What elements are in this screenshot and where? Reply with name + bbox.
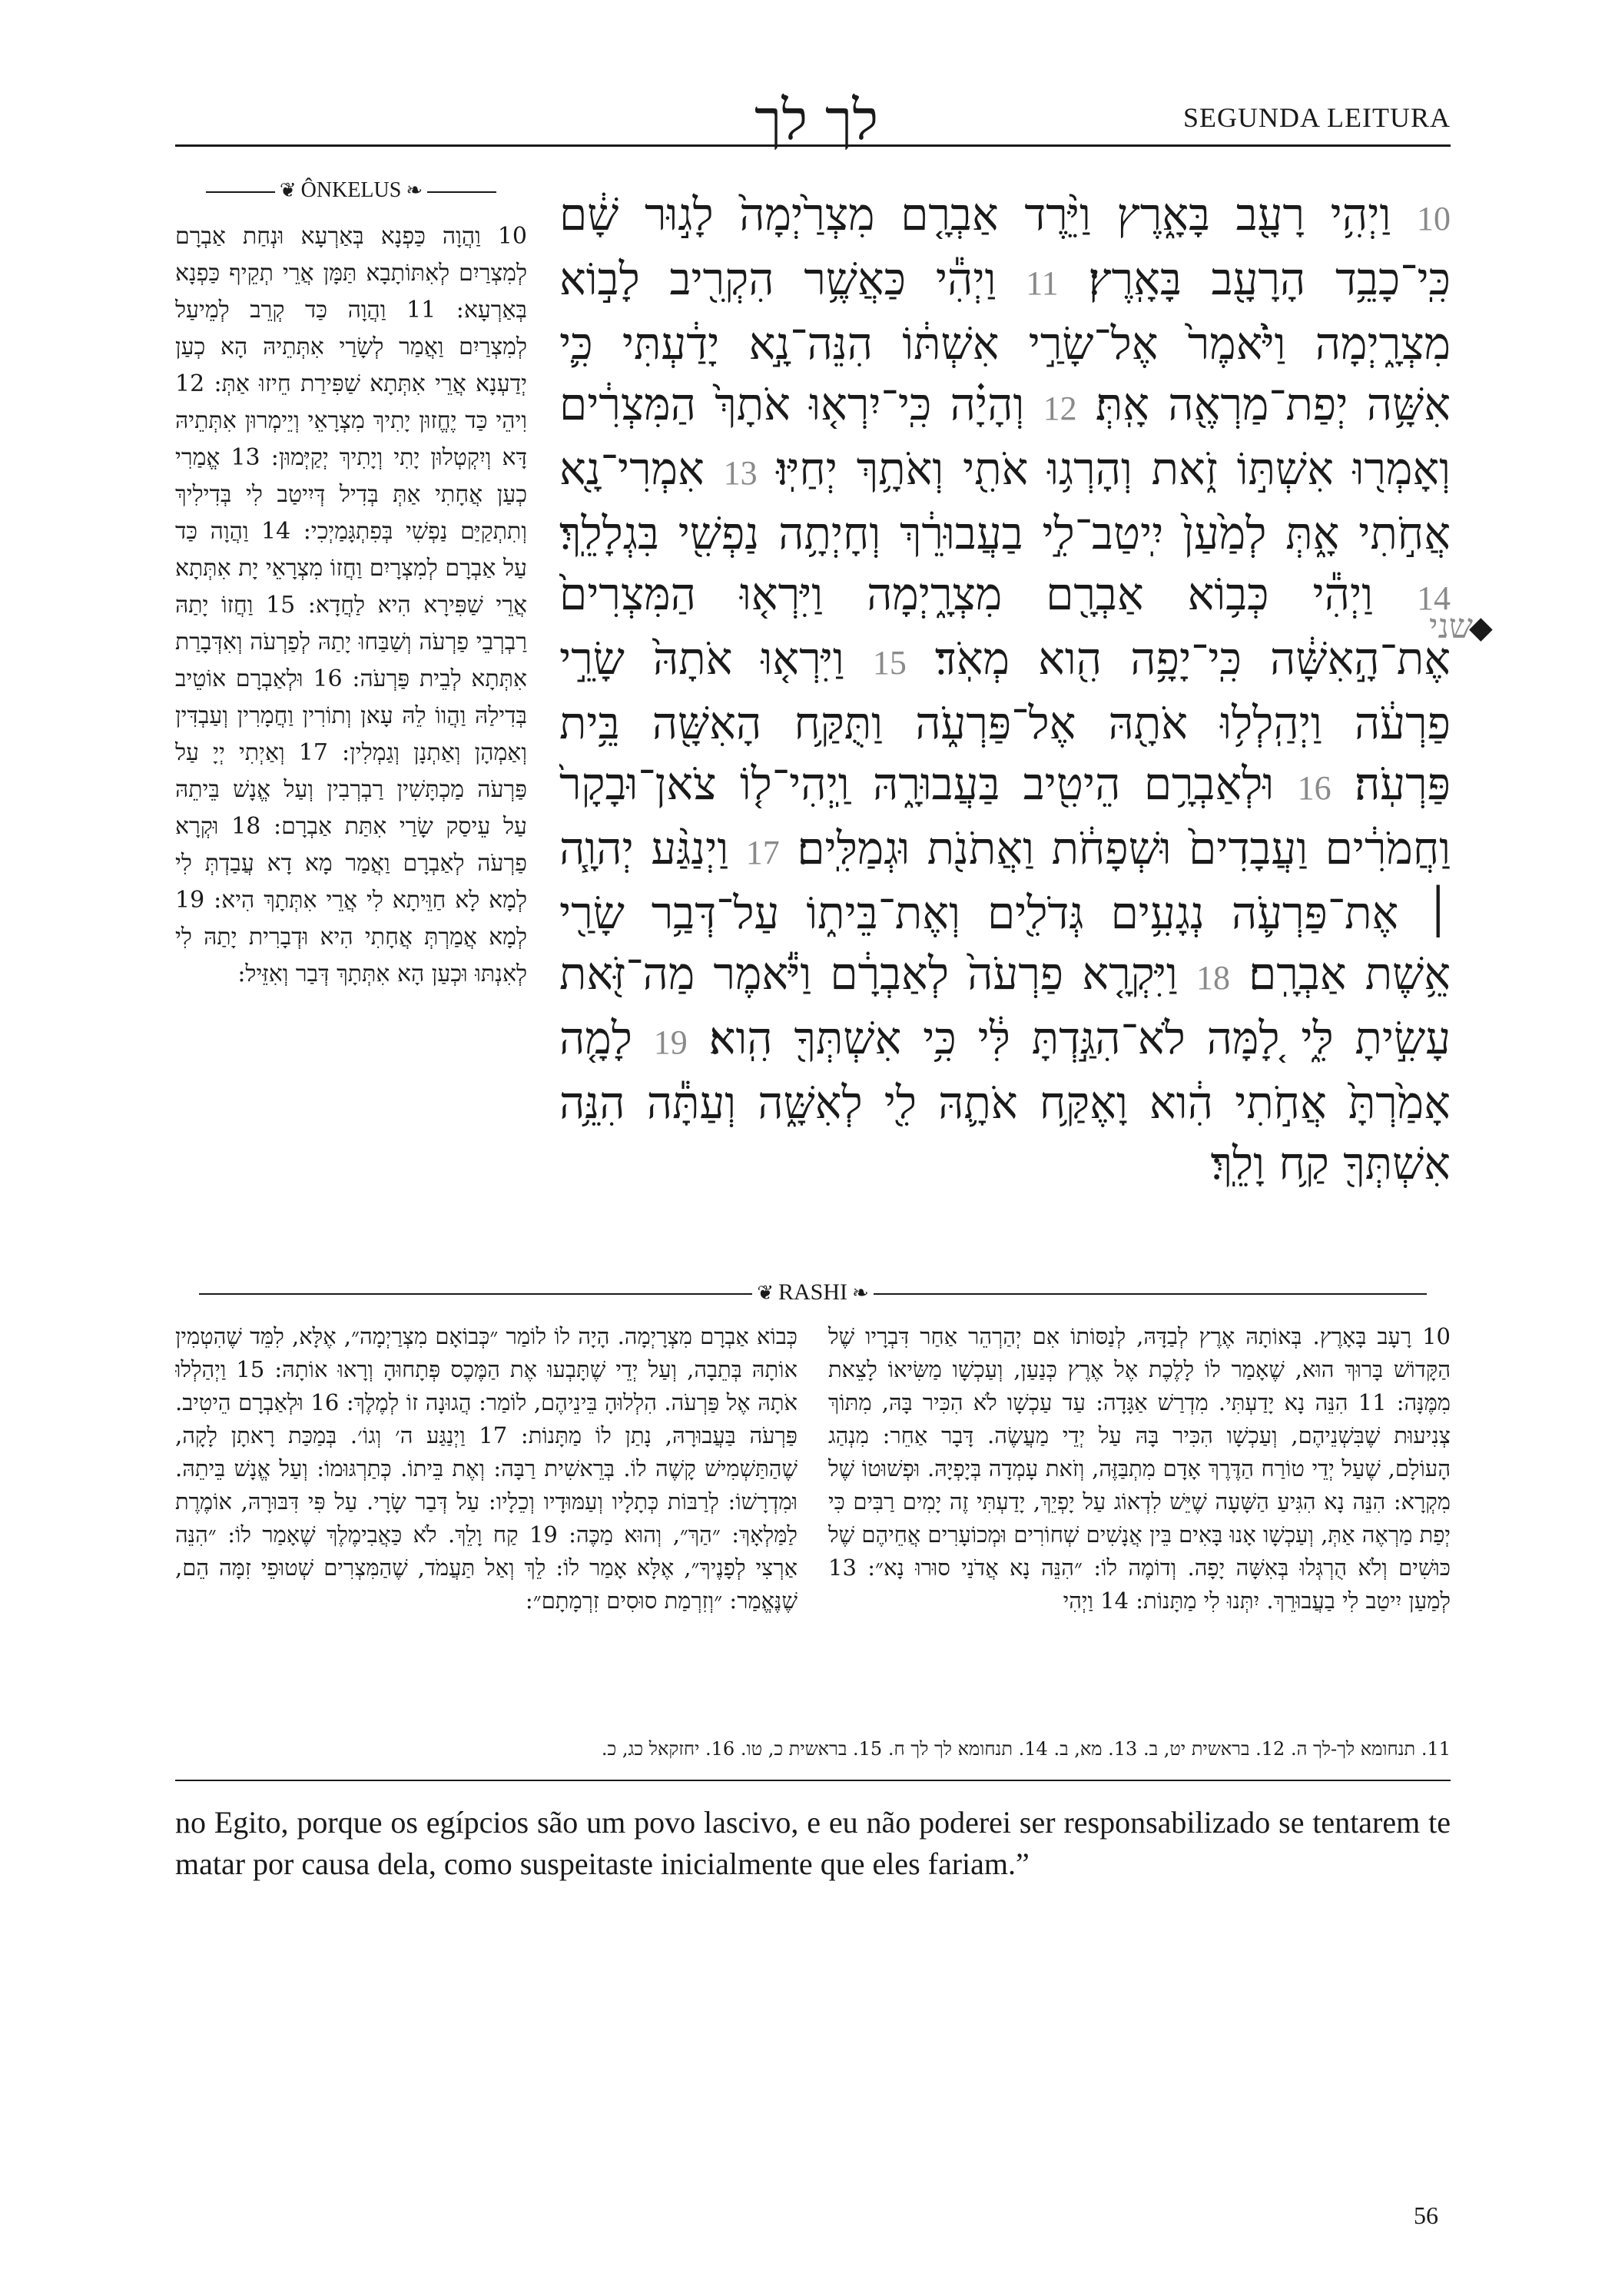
verse-number: 16 bbox=[1297, 769, 1331, 807]
divider bbox=[874, 1293, 1427, 1295]
page-header bbox=[175, 88, 1451, 152]
verse-text: לָמָ֤ה אָמַ֙רְתָּ֙ אֲחֹ֣תִי הִ֔וא וָאֶקַּ֥ח אֹתָ֛הּ לִ֖י לְאִשָּׁ֑ה וְעַתָּ֕ה הִנֵּ֥ה אִשְׁתְּךָ֖ קַ֥ח וָלֵֽךְ׃ bbox=[559, 1012, 1451, 1189]
verse-number: 17 bbox=[745, 834, 780, 871]
verse-text: וַיִּקְרָ֤א פַרְעֹה֙ לְאַבְרָ֔ם וַיֹּ֕אמֶר מַה־זֹּ֖את עָשִׂ֣יתָ לִּ֑י לָ֚מָּה לֹא־הִגַּ֣דְתָּ לִּ֔י כִּ֥י אִשְׁתְּךָ֖ הִֽוא׃ bbox=[559, 947, 1451, 1064]
verse-text: וַיְהִ֕י כַּאֲשֶׁ֥ר הִקְרִ֖יב לָב֣וֹא מִצְרָ֑יְמָה וַיֹּ֙אמֶר֙ אֶל־שָׂרַ֣י אִשְׁתּ֔וֹ הִנֵּה־נָ֣א יָדַ֔עְתִּי כִּ֛י אִשָּׁ֥ה יְפַת־מַרְאֶ֖ה אָֽתְּ׃ bbox=[559, 253, 1451, 430]
ornament-icon: ❧ bbox=[406, 179, 423, 201]
diamond-marker-icon: ◆ bbox=[1469, 610, 1493, 645]
verse-number: 15 bbox=[872, 644, 907, 682]
verse-text: וְהָיָ֗ה כִּֽי־יִרְא֤וּ אֹתָךְ֙ הַמִּצְרִ֔ים וְאָמְר֖וּ אִשְׁתּ֣וֹ זֹ֑את וְהָרְג֥וּ אֹתִ֖י וְאֹתָ֥ךְ יְחַיּֽוּ׃ bbox=[559, 378, 1451, 495]
verse-number: 18 bbox=[1195, 959, 1230, 997]
portuguese-paragraph: no Egito, porque os egípcios são um povo lascivo, e eu não poderei ser responsabilizado se tentarem te matar por causa dela, como suspeitaste inicialmente que eles fariam.” bbox=[175, 1805, 1451, 1881]
torah-text bbox=[559, 184, 1451, 1283]
divider bbox=[175, 1780, 1451, 1781]
rashi-title: RASHI bbox=[778, 1279, 847, 1305]
verse-number: 10 bbox=[1417, 200, 1451, 237]
aliyah-label: שני bbox=[1429, 607, 1473, 646]
divider bbox=[206, 191, 275, 193]
rashi-heading bbox=[175, 1279, 1451, 1306]
ornament-icon: ❧ bbox=[852, 1282, 869, 1304]
rashi-column-left: כְּבוֹא אַבְרָם מִצְרָיְמָה. הָיָה לוֹ לוֹמַר ״כְּבוֹאָם מִצְרַיְמָה״, אֶלָּא, לִמֵּד שֶׁהִטְמִין אוֹתָהּ בְּתֵבָה, וְעַל יְדֵי שֶׁתָּבְעוּ אֶת הַמֶּכֶס פְּתָחוּהָ וְרָאוּ אוֹתָהּ: 15 וַיְהַלְלוּ אֹתָהּ אֶל פַּרְעֹה. הִלְלוּהָ בֵּינֵיהֶם, לוֹמַר: הֲגוּנָה זוֹ לְמֶלֶךְ: 16 וּלְאַבְרָם הֵיטִיב. פַּרְעֹה בַּעֲבוּרָהּ, נָתַן לוֹ מַתָּנוֹת: 17 וַיְנַגַּע ה׳ וְגוֹ׳. בְּמַכַּת רָאתָן לָקָה, שֶׁהַתַּשְׁמִישׁ קָשֶׁה לוֹ. בְּרֵאשִׁית רַבָּה: וְאֶת בֵּיתוֹ. כְּתַרְגּוּמוֹ: וְעַל אֱנָשׁ בֵּיתֵהּ. וּמִדְרָשׁוֹ: לְרַבּוֹת כְּתָלָיו וְעַמּוּדָיו וְכֵלָיו: עַל דְּבַר שָׂרָי. עַל פִּי דִּבּוּרָהּ, אוֹמֶרֶת לַמַּלְאָךְ: ״הַךְ״, וְהוּא מַכֶּה: 19 קַח וָלֵךְ. לֹא כַּאֲבִימֶלֶךְ שֶׁאָמַר לוֹ: ״הִנֵּה אַרְצִי לְפָנֶיךָ״, אֶלָּא אָמַר לוֹ: לֵךְ וְאַל תַּעֲמֹד, שֶׁהַמִּצְרִים שְׁטוּפֵי זִמָּה הֵם, שֶׁנֶּאֱמַר: ״וְזִרְמַת סוּסִים זִרְמָתָם״: bbox=[175, 1323, 798, 1614]
divider bbox=[427, 191, 496, 193]
verse-number: 14 bbox=[1417, 579, 1451, 617]
onkelos-title: ÔNKELUS bbox=[300, 178, 402, 202]
source-references: 11. תנחומא לך-לך ה. 12. בראשית יט, ב. 13. מא, ב. 14. תנחומא לך לך ח. 15. בראשית כ, טו. 16. יחזקאל כג, כ. bbox=[601, 1738, 1451, 1760]
verse-text: וַיְהִ֕י כְּב֥וֹא אַבְרָ֖ם מִצְרָ֑יְמָה וַיִּרְא֤וּ הַמִּצְרִים֙ אֶת־הָ֣אִשָּׁ֔ה כִּֽי־יָפָ֥ה הִ֖וא מְאֹֽד׃ bbox=[559, 568, 1451, 685]
verse-text: אִמְרִי־נָ֖א אֲחֹ֣תִי אָ֑תְּ לְמַ֙עַן֙ יִֽיטַב־לִ֣י בַעֲבוּרֵ֔ךְ וְחָיְתָ֥ה נַפְשִׁ֖י בִּגְלָלֵֽךְ׃ bbox=[559, 443, 1451, 559]
verse-number: 13 bbox=[723, 454, 758, 492]
section-title: SEGUNDA LEITURA bbox=[1183, 102, 1451, 133]
ornament-icon: ❦ bbox=[757, 1282, 774, 1304]
onkelos-heading bbox=[175, 178, 527, 203]
parasha-title: לך לך bbox=[754, 88, 878, 152]
verse-text: וַיְנַגַּ֨ע יְהוָ֧ה ׀ אֶת־פַּרְעֹ֛ה נְגָעִ֥ים גְּדֹלִ֖ים וְאֶת־בֵּית֑וֹ עַל־דְּבַ֥ר שָׂרַ֖י אֵ֥שֶׁת אַבְרָֽם׃ bbox=[559, 822, 1451, 1000]
rashi-column-right: 10 רָעָב בָּאָרֶץ. בְּאוֹתָהּ אֶרֶץ לְבַדָּהּ, לְנַסּוֹתוֹ אִם יְהַרְהֵר אַחַר דִּבְרָיו שֶׁל הַקָּדוֹשׁ בָּרוּךְ הוּא, שֶׁאָמַר לוֹ לָלֶכֶת אֶל אֶרֶץ כְּנַעַן, וְעַכְשָׁו מַשִּׂיאוֹ לָצֵאת מִמֶּנָּה: 11 הִנֵּה נָא יָדַעְתִּי. מִדְרַשׁ אַגָּדָה: עַד עַכְשָׁו לֹא הִכִּיר בָּהּ, מִתּוֹךְ צְנִיעוּת שֶׁבִּשְׁנֵיהֶם, וְעַכְשָׁו הִכִּיר בָּהּ עַל יְדֵי מַעֲשֶׂה. דָּבָר אַחֵר: מִנְהַג הָעוֹלָם, שֶׁעַל יְדֵי טוֹרַח הַדֶּרֶךְ אָדָם מִתְבַּזֶּה, וְזֹאת עָמְדָה בְּיָפְיָהּ. וּפְשׁוּטוֹ שֶׁל מִקְרָא: הִנֵּה נָא הִגִּיעַ הַשָּׁעָה שֶׁיֵּשׁ לִדְאוֹג עַל יָפְיֵךְ, יָדַעְתִּי זֶה יָמִים רַבִּים כִּי יְפַת מַרְאֶה אַתְּ, וְעַכְשָׁו אָנוּ בָּאִים בֵּין אֲנָשִׁים שְׁחוֹרִים וּמְכוֹעָרִים אֲחֵיהֶם שֶׁל כּוּשִׁים וְלֹא הֻרְגְּלוּ בְּאִשָּׁה יָפָה. וְדוֹמֶה לוֹ: ״הִנֵּה נָא אֲדֹנַי סוּרוּ נָא״: 13 לְמַעַן יִיטַב לִי בַעֲבוּרֵךְ. יִתְּנוּ לִי מַתָּנוֹת: 14 וַיְהִי bbox=[828, 1323, 1451, 1614]
verse-text: וּלְאַבְרָ֥ם הֵיטִ֖יב בַּעֲבוּרָ֑הּ וַֽיְהִי־ל֤וֹ צֹאן־וּבָקָר֙ וַחֲמֹרִ֔ים וַעֲבָדִים֙ וּשְׁפָחֹ֔ת וַאֲתֹנֹ֖ת וּגְמַלִּֽים׃ bbox=[559, 758, 1451, 874]
verse-text: וַיְהִ֥י רָעָ֖ב בָּאָ֑רֶץ וַיֵּ֨רֶד אַבְרָ֤ם מִצְרַ֙יְמָה֙ לָג֣וּר שָׁ֔ם כִּֽי־כָבֵ֥ד הָרָעָ֖ב בָּאָֽרֶץ׃ bbox=[559, 188, 1451, 305]
verse-text: וַיִּרְא֤וּ אֹתָהּ֙ שָׂרֵ֣י פַרְעֹ֔ה וַיְהַֽלְל֥וּ אֹתָ֖הּ אֶל־פַּרְעֹ֑ה וַתֻּקַּ֥ח הָאִשָּׁ֖ה בֵּ֥ית פַּרְעֹֽה׃ bbox=[559, 632, 1451, 810]
page-number: 56 bbox=[1414, 2201, 1438, 2229]
verse-number: 19 bbox=[653, 1024, 688, 1061]
ornament-icon: ❦ bbox=[279, 179, 297, 201]
divider bbox=[199, 1293, 752, 1295]
onkelos-text: 10 וַהֲוָה כַּפְנָא בְּאַרְעָא וּנְחַת אַבְרָם לְמִצְרַיִם לְאִתּוֹתָבָא תַּמָּן אֲרֵי תְקֵיף כַּפְנָא בְּאַרְעָא: 11 וַהֲוָה כַּד קְרֵב לְמֵיעַל לְמִצְרַיִם וַאֲמַר לְשָׂרַי אִתְּתֵיהּ הָא כְעַן יְדַעְנָא אֲרֵי אִתְּתָא שַׁפִּירַת חֵיזוּ אַתְּ: 12 וִיהֵי כַּד יֶחֱזוּן יָתִיךְ מִצְרָאֵי וְיֵימְרוּן אִתְּתֵיהּ דָּא וְיִקְטְלוּן יָתִי וְיָתִיךְ יְקַיְּמוּן: 13 אֱמַרִי כְעַן אֲחָתִי אַתְּ בְּדִיל דְּיִיטַב לִי בְּדִילִיךְ וְתִתְקַיַּם נַפְשִׁי בְּפִתְגָּמַיְכִי: 14 וַהֲוָה כַּד עַל אַבְרָם לְמִצְרָיִם וַחֲזוֹ מִצְרָאֵי יָת אִתְּתָא אֲרֵי שַׁפִּירָא הִיא לַחֲדָא: 15 וַחֲזוֹ יָתַהּ רַבְרְבֵי פַרְעֹה וְשַׁבַּחוּ יָתַהּ לְפַרְעֹה וְאִדְּבָרַת אִתְּתָא לְבֵית פַּרְעֹה: 16 וּלְאַבְרָם אוֹטֵיב בְּדִילַהּ וַהֲווֹ לֵהּ עָאן וְתוֹרִין וַחֲמָרִין וְעַבְדִּין וְאַמְהָן וְאַתְנָן וְגַמְלִין: 17 וְאַיְתִי יְיָ עַל פַּרְעֹה מַכְתָּשִׁין רַבְרְבִין וְעַל אֱנָשׁ בֵּיתֵהּ עַל עֵיסַק שָׂרַי אִתַּת אַבְרָם: 18 וּקְרָא פַרְעֹה לְאַבְרָם וַאֲמַר מָא דָא עֲבַדְתְּ לִי לְמָא לָא חַוֵּיתָא לִי אֲרֵי אִתְּתָךְ הִיא: 19 לְמָא אֲמַרְתְּ אֲחָתִי הִיא וּדְבָרִית יָתַהּ לִי לְאִנְתּוּ וּכְעַן הָא אִתְּתָךְ דְּבַר וְאִזֵּיל: bbox=[175, 223, 527, 987]
verse-number: 11 bbox=[1026, 264, 1059, 302]
verse-number: 12 bbox=[1043, 390, 1077, 427]
